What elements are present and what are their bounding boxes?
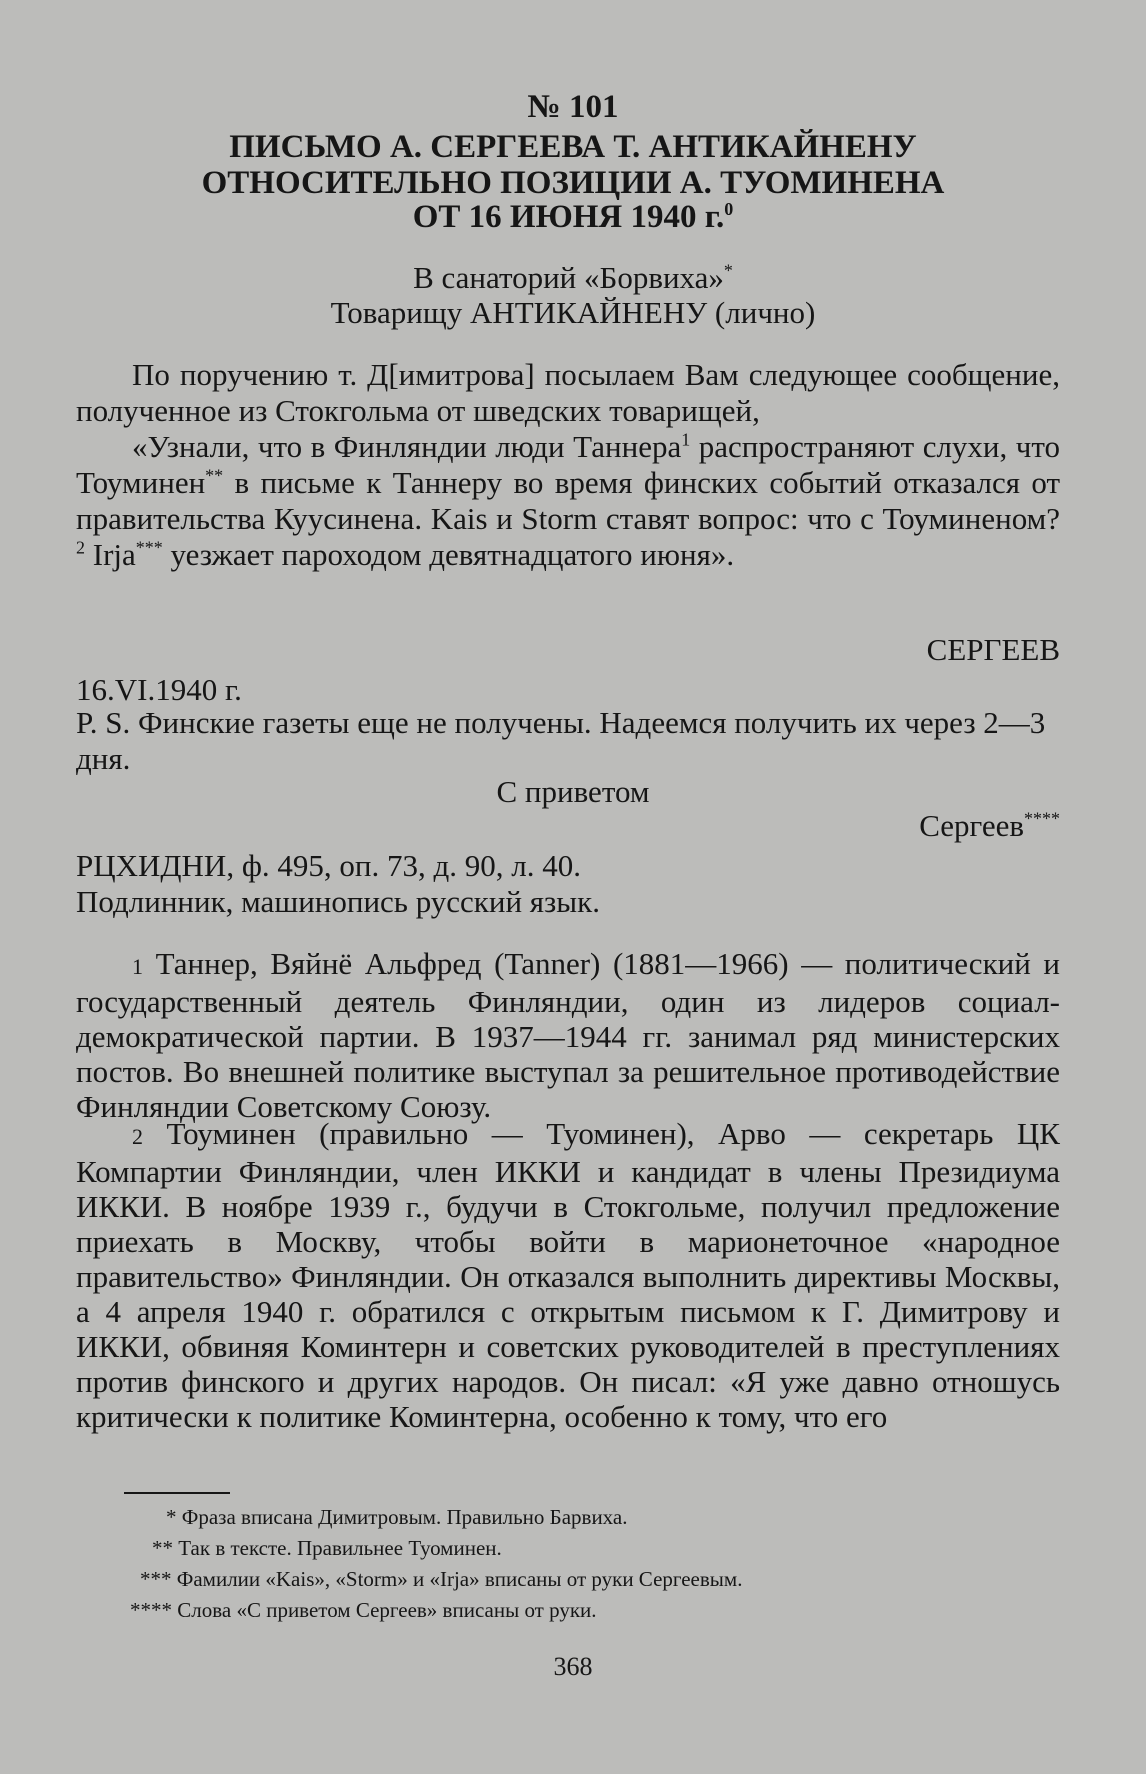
address-line-1 <box>0 260 1146 296</box>
footnote-1 <box>76 946 1060 1124</box>
archive-note: Подлинник, машинопись русский язык. <box>76 884 600 919</box>
footnote-2 <box>76 1116 1060 1434</box>
postscript: P. S. Финские газеты еще не получены. Надеемся получить их через 2—3 дня. <box>76 705 1046 776</box>
editorial-note: * Фраза вписана Димитровым. Правильно Барвиха. <box>166 1505 628 1529</box>
document-number: № 101 <box>527 89 619 125</box>
title-date: ОТ 16 ИЮНЯ 1940 г. <box>412 199 725 235</box>
footnote-number: 2 <box>132 1124 143 1149</box>
greeting: С приветом <box>496 774 650 809</box>
closing-name: Сергеев <box>919 808 1024 843</box>
letter-body <box>76 357 1060 573</box>
note-mark: *** <box>135 537 163 558</box>
title-line <box>0 198 1146 236</box>
signature: СЕРГЕЕВ <box>926 632 1060 667</box>
note-mark: **** <box>1024 808 1060 829</box>
footnote-text: Таннер, Вяйнё Альфред (Tanner) (1881—1966) — политический и государственный деятель Финляндии, один из лидеров социал-демократической партии. В 1937—1944 гг. занимал ряд министерских постов. Во внешней политике выступал за решительное противодействие Финляндии Советскому Союзу. <box>76 946 1060 1124</box>
title-line: ОТНОСИТЕЛЬНО ПОЗИЦИИ А. ТУОМИНЕНА <box>201 165 945 201</box>
address-line-2: Товарищу АНТИКАЙНЕНУ (лично) <box>330 295 816 330</box>
page-number: 368 <box>553 1652 593 1681</box>
archive-reference: РЦХИДНИ, ф. 495, оп. 73, д. 90, л. 40. <box>76 848 581 883</box>
editorial-note: *** Фамилии «Kais», «Storm» и «Irja» вписаны от руки Сергеевым. <box>140 1567 743 1591</box>
footnote-mark: 2 <box>76 537 85 558</box>
title-line: ПИСЬМО А. СЕРГЕЕВА Т. АНТИКАЙНЕНУ <box>229 129 917 165</box>
quote-text: уезжает пароходом девятнадцатого июня». <box>162 537 735 572</box>
note-mark: * <box>723 260 733 281</box>
letter-quote <box>76 429 1060 573</box>
footnote-mark: 1 <box>681 429 691 450</box>
footnote-number: 1 <box>132 954 143 979</box>
quote-text: Irja <box>85 537 136 572</box>
footnote-text: Тоуминен (правильно — Туоминен), Арво — секретарь ЦК Компартии Финляндии, член ИККИ и кандидат в члены Президиума ИККИ. В ноябре 1939 г., будучи в Стокгольме, получил предложение приехать в Москву, чтобы войти в марионеточное «народное правительство» Финляндии. Он отказался выполнить директивы Москвы, а 4 апреля 1940 г. обратился с открытым письмом к Г. Димитрову и ИККИ, обвиняя Коминтерн и советских руководителей в преступлениях против финского и других народов. Он писал: «Я уже давно отношусь критически к политике Коминтерна, особенно к тому, что его <box>76 1116 1060 1434</box>
note-mark: ** <box>205 465 224 486</box>
quote-text: распространяют слухи, что Тоуминен <box>76 429 1060 500</box>
closing-signature <box>919 808 1060 844</box>
letter-date: 16.VI.1940 г. <box>76 672 242 707</box>
editorial-note: ** Так в тексте. Правильнее Туоминен. <box>152 1536 502 1560</box>
footnote-divider <box>124 1492 230 1494</box>
letter-intro: По поручению т. Д[имитрова] посылаем Вам следующее сообщение, полученное из Стокгольма от шведских товарищей, <box>76 357 1060 428</box>
editorial-notes <box>130 1502 1030 1626</box>
title-note-mark: 0 <box>724 199 734 219</box>
address-text: В санаторий «Борвиха» <box>413 260 724 295</box>
quote-text: в письме к Таннеру во время финских событий отказался от правительства Куусинена. Kais и Storm ставят вопрос: что с Тоуминеном? <box>76 465 1060 536</box>
quote-text: «Узнали, что в Финляндии люди Таннера <box>132 429 682 464</box>
editorial-note: **** Слова «С приветом Сергеев» вписаны от руки. <box>130 1598 597 1622</box>
